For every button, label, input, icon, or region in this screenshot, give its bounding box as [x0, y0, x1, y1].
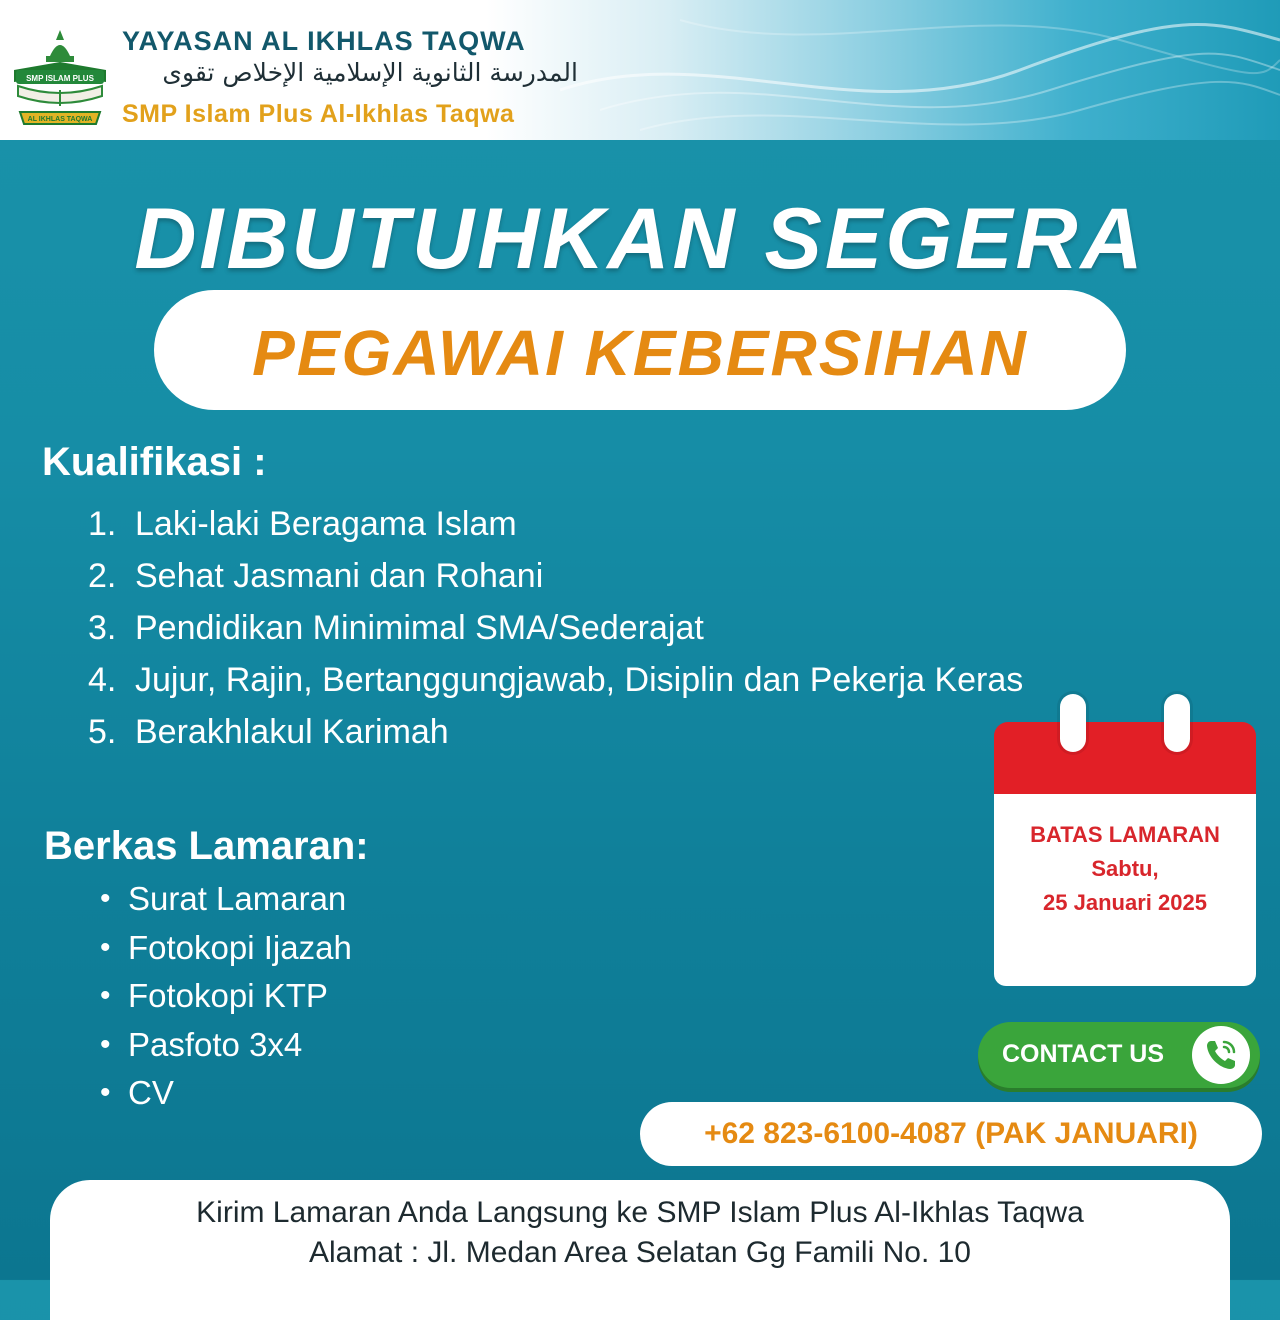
list-item — [88, 500, 1023, 552]
deadline-date: 25 Januari 2025 — [1043, 890, 1207, 915]
item-text: Berakhlakul Karimah — [135, 713, 449, 751]
item-text: Surat Lamaran — [128, 880, 347, 917]
calendar-ring — [1164, 694, 1190, 752]
bullet-icon: • — [100, 930, 111, 964]
foundation-name: YAYASAN AL IKHLAS TAQWA — [122, 26, 526, 56]
item-text: Pendidikan Minimimal SMA/Sederajat — [135, 609, 704, 647]
phone-icon[interactable] — [1192, 1026, 1250, 1084]
item-text: Sehat Jasmani dan Rohani — [135, 557, 544, 595]
position-banner — [154, 290, 1126, 410]
arabic-school-name: المدرسة الثانوية الإسلامية الإخلاص تقوى — [162, 58, 578, 87]
item-text: Pasfoto 3x4 — [128, 1025, 303, 1063]
item-text: Jujur, Rajin, Bertanggungjawab, Disiplin dan Pekerja Keras — [135, 661, 1024, 699]
header-banner — [0, 0, 1280, 140]
list-item — [88, 656, 1023, 708]
item-number: 4. — [88, 661, 117, 699]
list-item — [100, 1070, 352, 1119]
item-number: 5. — [88, 713, 117, 751]
list-item — [100, 925, 352, 974]
contact-us-button[interactable] — [978, 1022, 1260, 1088]
item-number: 2. — [88, 557, 117, 595]
deadline-text — [994, 818, 1256, 920]
item-number: 3. — [88, 609, 117, 647]
deadline-day: Sabtu, — [1091, 856, 1159, 881]
item-number: 1. — [88, 505, 117, 543]
school-name: SMP Islam Plus Al-Ikhlas Taqwa — [122, 100, 515, 128]
item-text: Laki-laki Beragama Islam — [135, 505, 517, 543]
list-item — [88, 708, 1023, 760]
school-logo-icon — [6, 26, 114, 130]
list-item — [88, 604, 1023, 656]
position-title: PEGAWAI KEBERSIHAN — [252, 317, 1028, 389]
phone-number-banner[interactable] — [640, 1102, 1262, 1166]
footer-panel — [50, 1180, 1230, 1320]
item-text: Fotokopi Ijazah — [128, 928, 352, 966]
documents-title: Berkas Lamaran: — [44, 824, 369, 868]
item-text: CV — [128, 1074, 174, 1111]
item-text: Fotokopi KTP — [128, 977, 328, 1014]
qualifications-list — [88, 500, 1023, 760]
footer-address: Alamat : Jl. Medan Area Selatan Gg Famili No. 10 — [309, 1236, 971, 1269]
list-item — [100, 876, 352, 925]
calendar-icon — [994, 694, 1256, 986]
bullet-icon: • — [100, 979, 111, 1012]
contact-us-label: CONTACT US — [1002, 1040, 1165, 1068]
bullet-icon: • — [100, 1027, 111, 1061]
headline: DIBUTUHKAN SEGERA — [134, 191, 1146, 287]
list-item — [100, 1022, 352, 1071]
logo-top-text: SMP ISLAM PLUS — [26, 74, 94, 83]
calendar-ring — [1060, 694, 1086, 752]
bullet-icon: • — [100, 882, 111, 915]
phone-number: +62 823-6100-4087 (PAK JANUARI) — [704, 1117, 1198, 1150]
documents-list — [100, 876, 352, 1119]
list-item — [100, 973, 352, 1022]
list-item — [88, 552, 1023, 604]
bullet-icon: • — [100, 1076, 111, 1109]
logo-ribbon-text: AL IKHLAS TAQWA — [27, 116, 93, 123]
wave-decoration — [560, 0, 1280, 140]
deadline-label: BATAS LAMARAN — [1030, 822, 1220, 847]
footer-instruction: Kirim Lamaran Anda Langsung ke SMP Islam Plus Al-Ikhlas Taqwa — [196, 1196, 1084, 1229]
qualifications-title: Kualifikasi : — [42, 440, 267, 484]
calendar-header — [994, 722, 1256, 794]
